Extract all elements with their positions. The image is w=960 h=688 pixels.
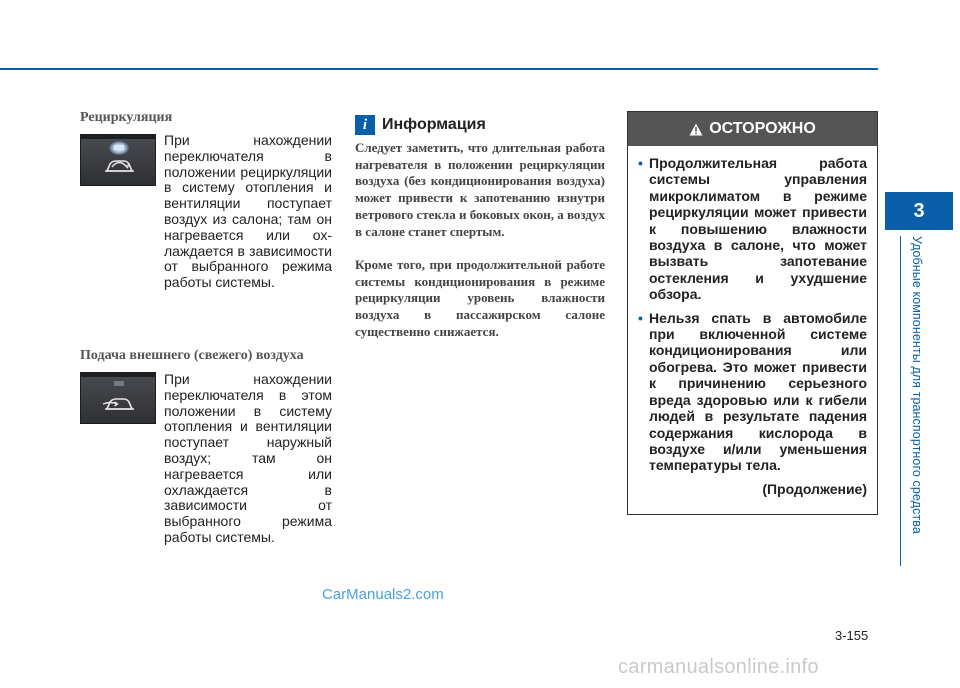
- bullet-icon: •: [638, 309, 643, 326]
- warning-item: • Нельзя спать в автомобиле при включенной системе кондиционирования или обогрева. Это может привести к причинению серьезного вреда здоровью или к гибели людей в результате падения содержания кислорода в воздухе и/или уменьшения температуры тела.: [638, 309, 867, 474]
- page-number: 3-155: [835, 628, 869, 643]
- bullet-icon: •: [638, 155, 643, 171]
- info-title: Информация: [382, 116, 486, 133]
- side-divider: [900, 236, 901, 566]
- info-icon: i: [355, 115, 375, 135]
- indicator-led: [114, 145, 124, 150]
- recirculation-car-icon: [101, 155, 137, 177]
- warning-list: [628, 146, 877, 474]
- warning-title: ОСТОРОЖНО: [709, 120, 816, 137]
- indicator-led: [114, 381, 124, 386]
- chapter-tab: 3: [885, 192, 953, 230]
- warning-header: [628, 112, 877, 146]
- continued-label: (Продолжение): [762, 480, 867, 497]
- outside-air-button-image: [80, 372, 156, 424]
- warning-item: • Продолжительная работа системы управления микроклиматом в режиме рециркуляции может привести к повышению влажности воздуха в салоне, что может вызвать запотевание остекления и ухудшение обзора.: [638, 155, 867, 303]
- watermark-footer: carmanualsonline.info: [618, 656, 819, 678]
- outside-air-title: Подача внешнего (свежего) воздуха: [80, 348, 304, 363]
- outside-air-text: При нахождении переключателя в этом положении в систему отопления и вентиляции поступает наружный воздух; там он нагревается или охлаждается в зависимости от выбранного режима работы системы.: [164, 371, 332, 545]
- recirculation-title: Рециркуляция: [80, 110, 173, 125]
- warning-triangle-icon: [689, 123, 703, 136]
- recirculation-text: При нахождении переключателя в положении рециркуляции в систему отопления и вентиляции поступает воздух из салона; там он нагревается или ох-лаждается в зависимости от выбранного режима работы системы.: [164, 132, 332, 291]
- outside-air-car-icon: [101, 393, 137, 415]
- recirculation-button-image: [80, 134, 156, 186]
- top-rule: [0, 68, 878, 70]
- chapter-side-title: Удобные компоненты для транспортного средства: [910, 236, 924, 534]
- info-paragraph: Кроме того, при продолжительной работе системы кондиционирования в режиме рециркуляции уровень влажности воздуха в пассажирском салоне существенно снижается.: [355, 257, 605, 339]
- watermark-link[interactable]: CarManuals2.com: [322, 586, 444, 603]
- info-paragraph: Следует заметить, что длительная работа нагревателя в положении рециркуляции воздуха (без кондиционирования воздуха) может привести к запотеванию изнутри ветрового стекла и боковых окон, а воздух в салоне станет спертым.: [355, 140, 606, 239]
- warning-box: [627, 111, 878, 515]
